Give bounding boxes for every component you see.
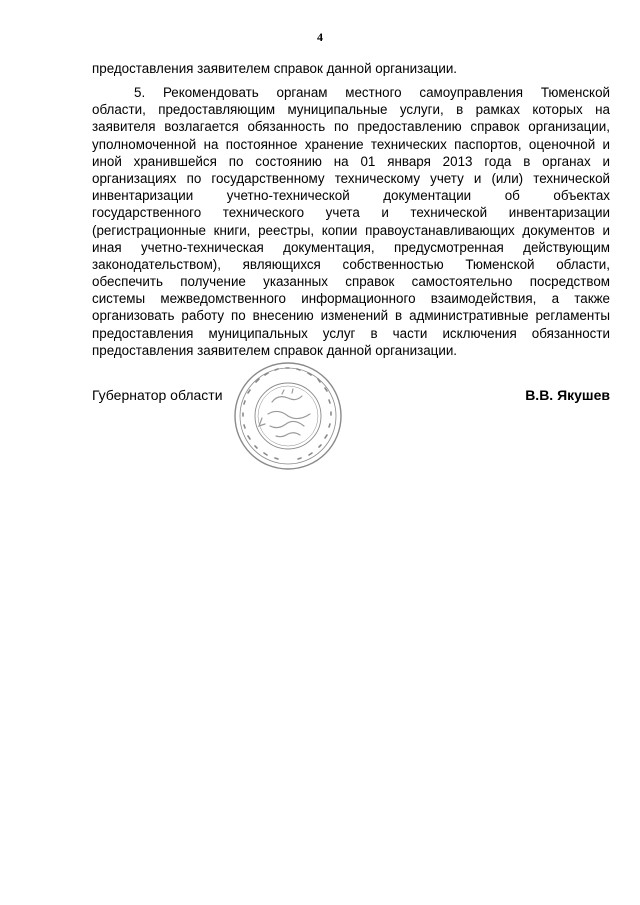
continuation-text — [92, 60, 610, 77]
paragraph-line: системы межведомственного информационного взаимодействия, а также — [92, 291, 610, 307]
paragraph-line: иной хранившейся по состоянию на 01 января 2013 года в органах и — [92, 153, 610, 169]
paragraph-line: организациях по государственному техническому учету и (или) технической — [92, 170, 610, 186]
paragraph-line: иная учетно-техническая документация, предусмотренная действующим — [92, 239, 610, 255]
paragraph-line: инвентаризации учетно-технической документации об объектах — [92, 188, 610, 204]
paragraph-line: (регистрационные книги, реестры, копии правоустанавливающих документов и — [92, 222, 610, 238]
paragraph-line: организовать работу по внесению изменений в административные регламенты — [92, 308, 610, 324]
paragraph-line: предоставления муниципальных услуг в части исключения обязанности — [92, 325, 610, 341]
paragraph-line: государственного технического учета и технической инвентаризации — [92, 205, 610, 221]
continuation-line: предоставления заявителем справок данной организации. — [92, 61, 458, 76]
official-seal-icon — [232, 360, 344, 472]
signer-name: В.В. Якушев — [525, 387, 610, 403]
page-number: 4 — [317, 30, 323, 44]
signer-position: Губернатор области — [92, 387, 223, 403]
paragraph-line: законодательством), являющихся собственностью Тюменской области, — [92, 256, 610, 272]
paragraph-line: области, предоставляющим муниципальные услуги, в рамках которых на — [92, 102, 610, 118]
paragraph-line: предоставления заявителем справок данной организации. — [92, 342, 458, 358]
paragraph-line: обеспечить получение указанных справок самостоятельно посредством — [92, 274, 610, 290]
paragraph-5 — [92, 84, 610, 359]
paragraph-line: заявителя возлагается обязанность по предоставлению справок организации, — [92, 119, 610, 135]
paragraph-line: уполномоченной на постоянное хранение технических паспортов, оценочной и — [92, 136, 610, 152]
paragraph-line: 5. Рекомендовать органам местного самоуправления Тюменской — [134, 85, 610, 100]
